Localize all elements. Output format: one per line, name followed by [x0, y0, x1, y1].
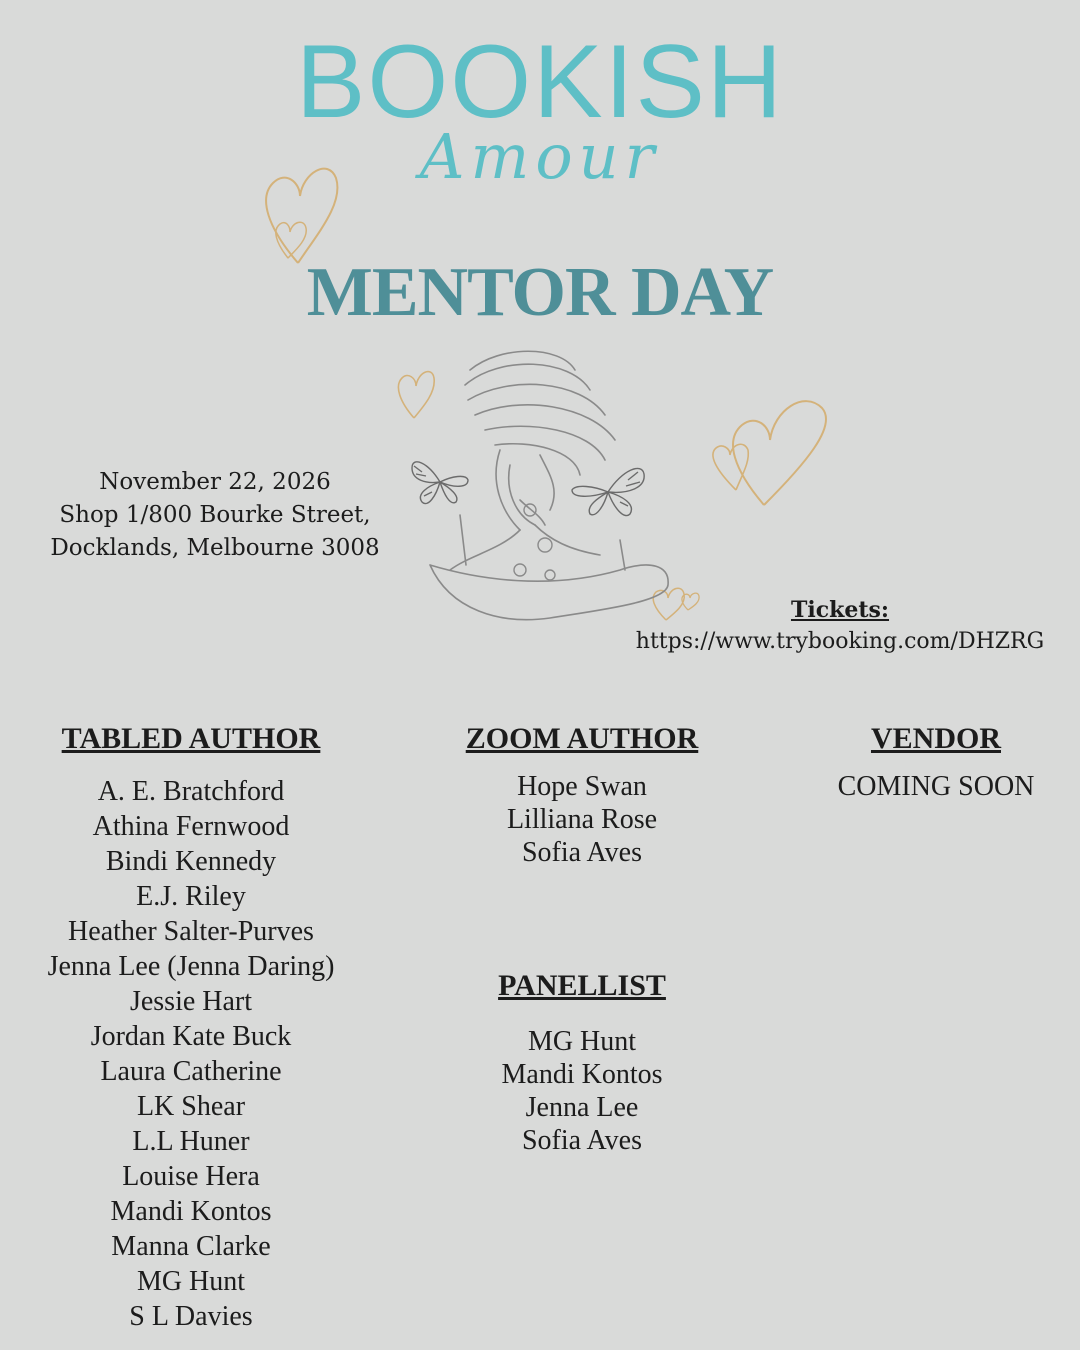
tickets-label: Tickets:	[790, 597, 890, 623]
tabled-author-list	[0, 774, 382, 1334]
list-item: L.L Huner	[132, 1126, 250, 1157]
list-item: Bindi Kennedy	[105, 846, 277, 877]
list-item: Manna Clarke	[111, 1231, 271, 1262]
butterfly-icon	[568, 458, 648, 522]
list-item: LK Shear	[136, 1091, 246, 1122]
vendor-status: COMING SOON	[837, 771, 1035, 802]
zoom-author-list	[432, 770, 732, 869]
list-item: A. E. Bratchford	[97, 776, 285, 807]
event-address-line1: Shop 1/800 Bourke Street,	[59, 502, 371, 528]
tickets-block	[600, 594, 1080, 658]
page-title: MENTOR DAY	[306, 254, 774, 331]
brand-logo: BOOKISH	[296, 24, 784, 140]
tickets-link[interactable]: https://www.trybooking.com/DHZRG	[635, 629, 1045, 654]
list-item: Laura Catherine	[100, 1056, 282, 1087]
panellist-heading: PANELLIST	[498, 969, 666, 1002]
heart-outline-icon	[704, 360, 834, 510]
vendor-heading: VENDOR	[870, 722, 1001, 755]
list-item: Mandi Kontos	[110, 1196, 272, 1227]
event-date: November 22, 2026	[99, 469, 331, 495]
list-item: Louise Hera	[122, 1161, 260, 1192]
list-item: Lilliana Rose	[506, 804, 658, 835]
list-item: MG Hunt	[527, 1026, 637, 1057]
list-item: Jenna Lee (Jenna Daring)	[47, 951, 335, 982]
list-item: Jenna Lee	[525, 1092, 639, 1123]
butterfly-icon	[408, 452, 472, 510]
list-item: MG Hunt	[136, 1266, 246, 1297]
list-item: Mandi Kontos	[501, 1059, 663, 1090]
event-address-line2: Docklands, Melbourne 3008	[50, 535, 380, 561]
list-item: Hope Swan	[517, 771, 647, 802]
list-item: Jordan Kate Buck	[90, 1021, 292, 1052]
list-item: E.J. Riley	[136, 881, 246, 912]
list-item: Jessie Hart	[129, 986, 253, 1017]
event-details	[20, 466, 410, 565]
list-item: S L Davies	[129, 1301, 253, 1332]
brand-logo-script: Amour	[419, 120, 661, 193]
list-item: Sofia Aves	[521, 837, 643, 868]
list-item: Heather Salter-Purves	[68, 916, 314, 947]
heart-outline-icon	[258, 138, 348, 268]
list-item: Athina Fernwood	[92, 811, 290, 842]
zoom-author-heading: ZOOM AUTHOR	[465, 722, 699, 755]
panellist-list	[432, 1025, 732, 1157]
tabled-author-heading: TABLED AUTHOR	[61, 722, 321, 755]
list-item: Sofia Aves	[521, 1125, 643, 1156]
